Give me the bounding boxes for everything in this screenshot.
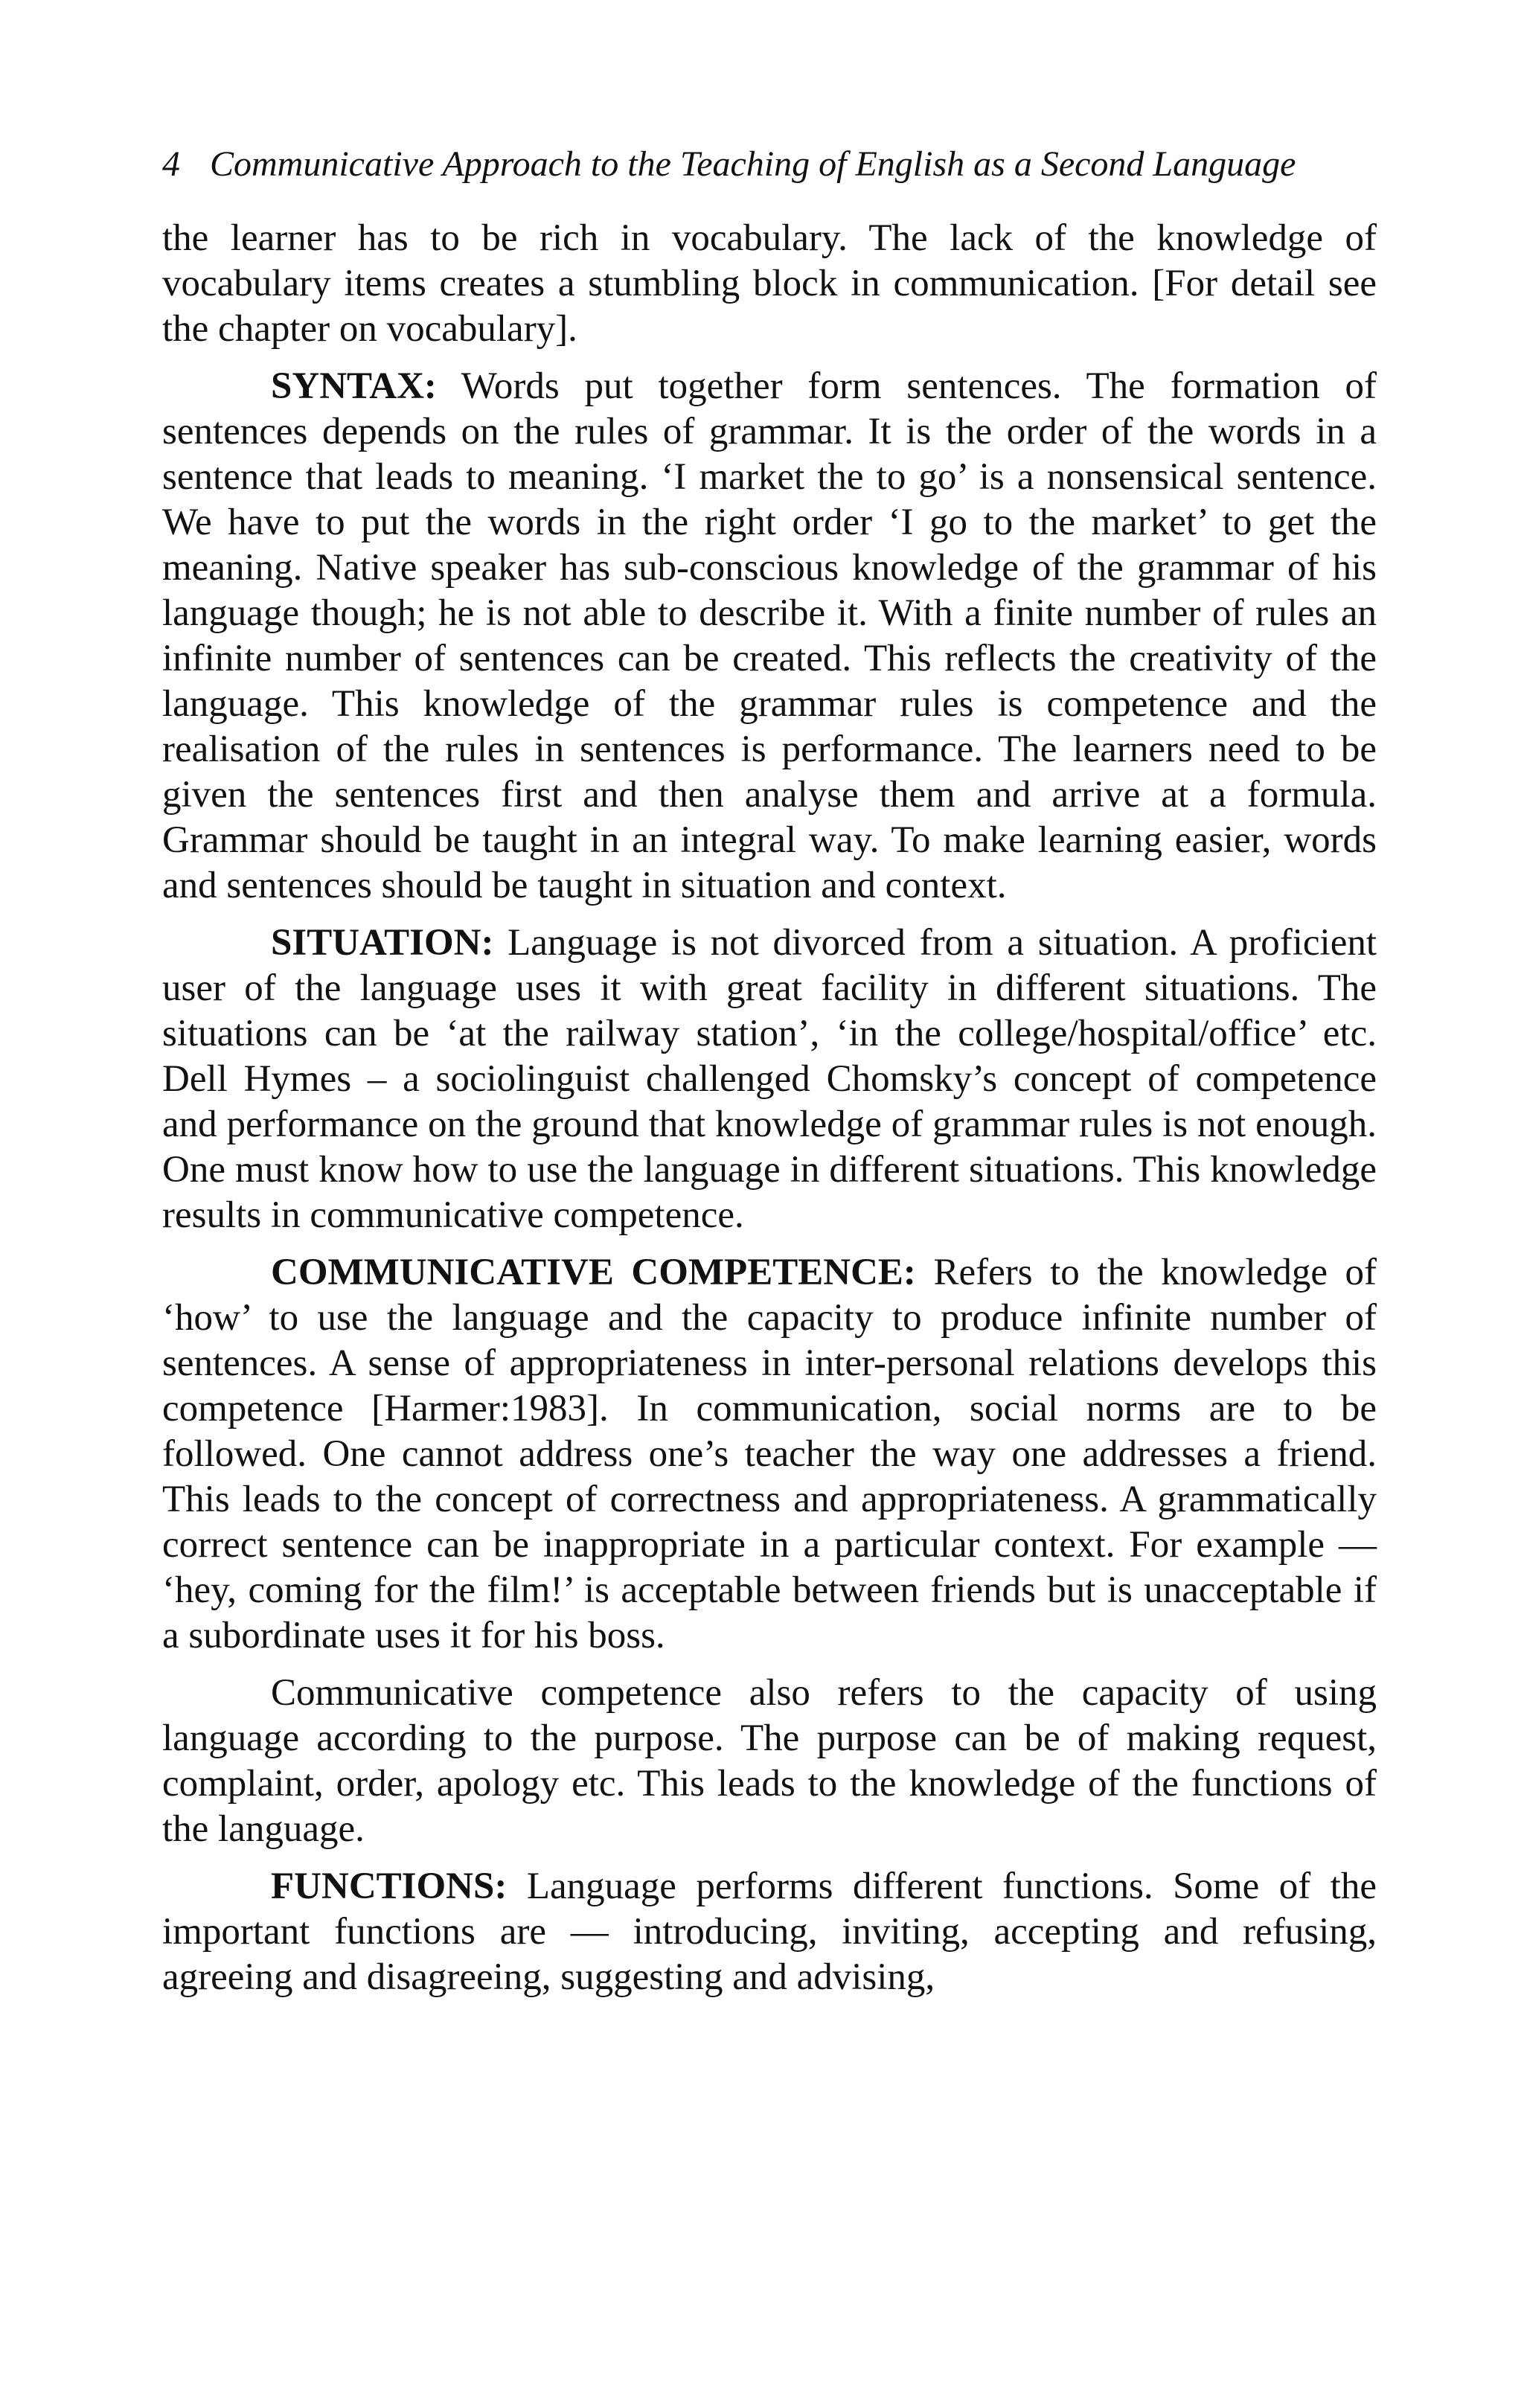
paragraph-communicative-competence — [162, 1250, 1377, 1659]
section-heading-communicative-competence: COMMUNICATIVE COMPETENCE: — [271, 1252, 916, 1293]
paragraph-syntax — [162, 364, 1377, 909]
section-heading-situation: SITUATION: — [271, 922, 494, 964]
paragraph-text: Communicative competence also refers to the capacity of using language according to the purpose. The purpose can be of making request, complaint, order, apology etc. This leads to the knowledge of the functions of the language. — [162, 1672, 1377, 1850]
running-head-title: Communicative Approach to the Teaching of English as a Second Language — [210, 144, 1296, 184]
paragraph-communicative-purpose — [162, 1671, 1377, 1852]
section-heading-syntax: SYNTAX: — [271, 365, 437, 407]
paragraph-text: Refers to the knowledge of ‘how’ to use the language and the capacity to produce infinite number of sentences. A sense of appropriateness in inter-personal relations develops this competence [Harmer:1983]. In communication, social norms are to be followed. One cannot address one’s teacher the way one addresses a friend. This leads to the concept of correctness and appropriateness. A grammatically correct sentence can be inappropriate in a particular context. For example — ‘hey, coming for the film!’ is acceptable between friends but is unacceptable if a subordinate uses it for his boss. — [162, 1252, 1377, 1656]
running-head — [162, 141, 1377, 188]
paragraph-text: Language performs different functions. Some of the important functions are — introducing, inviting, accepting and refusing, agreeing and disagreeing, suggesting and advising, — [162, 1866, 1377, 1998]
paragraph-text: Words put together form sentences. The formation of sentences depends on the rules of grammar. It is the order of the words in a sentence that leads to meaning. ‘I market the to go’ is a nonsensical sentence. We have to put the words in the right order ‘I go to the market’ to get the meaning. Native speaker has sub-conscious knowledge of the grammar of his language though; he is not able to describe it. With a finite number of rules an infinite number of sentences can be created. This reflects the creativity of the language. This knowledge of the grammar rules is competence and the realisation of the rules in sentences is performance. The learners need to be given the sentences first and then analyse them and arrive at a formula. Grammar should be taught in an integral way. To make learning easier, words and sentences should be taught in situation and context. — [162, 365, 1377, 906]
paragraph-functions — [162, 1864, 1377, 2000]
paragraph-situation — [162, 920, 1377, 1238]
paragraph-text: the learner has to be rich in vocabulary. The lack of the knowledge of vocabulary items creates a stumbling block in communication. [For detail see the chapter on vocabulary]. — [162, 217, 1377, 350]
paragraph-text: Language is not divorced from a situation. A proficient user of the language uses it with great facility in different situations. The situations can be ‘at the railway station’, ‘in the college/hospital/office’ etc. Dell Hymes – a sociolinguist challenged Chomsky’s concept of competence and performance on the ground that knowledge of grammar rules is not enough. One must know how to use the language in different situations. This knowledge results in communicative competence. — [162, 922, 1377, 1236]
paragraph-vocabulary-continuation — [162, 216, 1377, 352]
section-heading-functions: FUNCTIONS: — [271, 1866, 508, 1907]
page-number: 4 — [162, 144, 180, 184]
book-page — [162, 141, 1377, 2012]
